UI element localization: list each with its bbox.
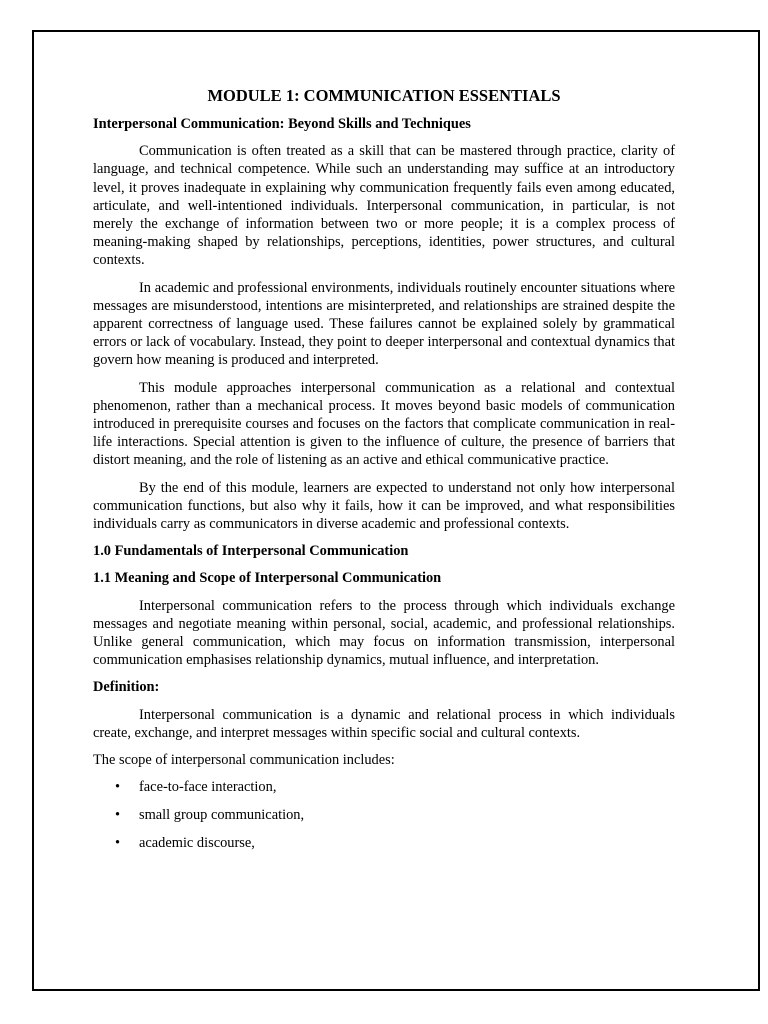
bullet-icon: • <box>115 779 121 796</box>
list-item <box>93 778 675 796</box>
definition-label: Definition: <box>93 679 160 696</box>
list-item-text: face-to-face interaction, <box>139 779 277 796</box>
module-title: MODULE 1: COMMUNICATION ESSENTIALS <box>207 86 561 105</box>
intro-paragraph-1: Communication is often treated as a skill that can be mastered through practice, clarity of language, and technical competence. While such an understanding may suffice at an introductory level, it proves inadequate in explaining why communication frequently fails even among educated, articulate, and well-intentioned individuals. Interpersonal communication, in particular, is not merely the exchange of information between two or more people; it is a complex process of meaning-making shaped by relationships, perceptions, identities, power structures, and cultural contexts. <box>93 143 675 269</box>
section-heading: Interpersonal Communication: Beyond Skills and Techniques <box>93 116 471 132</box>
scope-list <box>93 778 675 852</box>
document-content <box>93 86 675 861</box>
intro-paragraph-4: By the end of this module, learners are expected to understand not only how interpersonal communication functions, but also why it fails, how it can be improved, and what responsibilities individuals carry as communicators in diverse academic and professional contexts. <box>93 479 675 533</box>
scope-intro: The scope of interpersonal communication includes: <box>93 752 395 769</box>
bullet-icon: • <box>115 807 121 823</box>
list-item <box>93 806 675 824</box>
bullet-icon: • <box>115 834 121 851</box>
subsubsection-heading: 1.1 Meaning and Scope of Interpersonal Communication <box>93 570 442 587</box>
list-item-text: academic discourse, <box>139 834 255 851</box>
intro-paragraph-3: This module approaches interpersonal communication as a relational and contextual phenomenon, rather than a mechanical process. It moves beyond basic models of communication introduced in prerequisite courses and focuses on the factors that complicate communication in real-life interactions. Special attention is given to the influence of culture, the presence of barriers that distort meaning, and the role of listening as an active and ethical communicative practice. <box>93 379 675 469</box>
meaning-paragraph: Interpersonal communication refers to the process through which individuals exchange messages and negotiate meaning within personal, social, academic, and professional relationships. Unlike general communication, which may focus on information transmission, interpersonal communication emphasises relationship dynamics, mutual influence, and interpretation. <box>93 597 675 669</box>
list-item-text: small group communication, <box>139 807 305 823</box>
list-item <box>93 834 675 852</box>
definition-text: Interpersonal communication is a dynamic and relational process in which individuals create, exchange, and interpret messages within specific social and cultural contexts. <box>93 706 675 741</box>
subsection-heading: 1.0 Fundamentals of Interpersonal Communication <box>93 543 409 560</box>
intro-paragraph-2: In academic and professional environments, individuals routinely encounter situations where messages are misunderstood, intentions are misinterpreted, and relationships are strained despite the apparent correctness of language used. These failures cannot be explained solely by grammatical errors or lack of vocabulary. Instead, they point to deeper interpersonal and contextual dynamics that govern how meaning is produced and interpreted. <box>93 279 675 369</box>
